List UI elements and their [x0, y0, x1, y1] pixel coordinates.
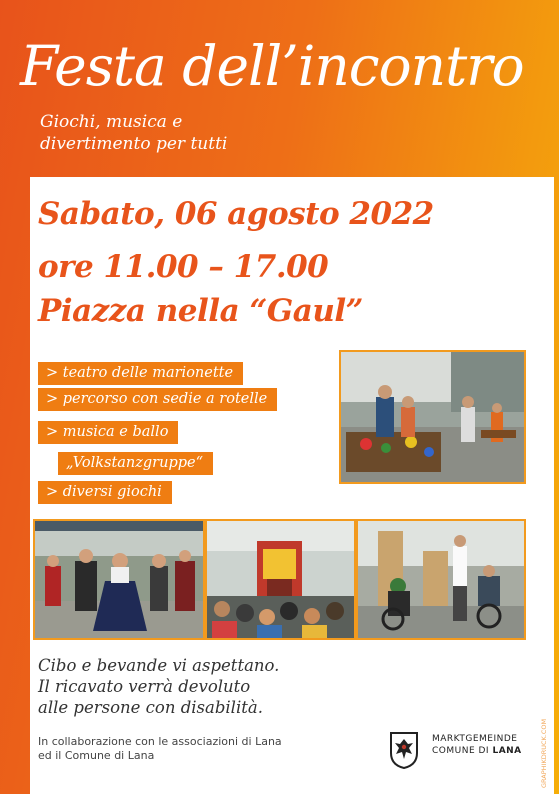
municipality-line-1: MARKTGEMEINDE	[432, 734, 518, 744]
activity-tag-folk-dance-group: „Volkstanzgruppe“	[58, 452, 213, 475]
municipality-name: LANA	[492, 746, 522, 756]
municipality-prefix: COMUNE DI	[432, 746, 493, 756]
poster-title: Festa dell’incontro	[20, 34, 524, 98]
printer-credit	[540, 700, 552, 790]
activity-tag-music-dance: > musica e ballo	[38, 421, 178, 444]
photo-children-playing	[339, 350, 526, 484]
subtitle-line-2: divertimento per tutti	[40, 134, 228, 154]
closing-message	[38, 655, 338, 718]
collaboration-line-2: ed il Comune di Lana	[38, 749, 155, 762]
photo-puppet-theatre	[205, 519, 356, 640]
poster-subtitle	[40, 111, 300, 155]
printer-credit-text: GRAPHIKDRUCK.COM	[540, 718, 548, 788]
collaboration-note	[38, 735, 298, 763]
municipality-logo-text	[432, 733, 522, 757]
event-time: ore 11.00 – 17.00	[38, 249, 329, 285]
subtitle-line-1: Giochi, musica e	[40, 112, 183, 132]
activity-tag-games: > diversi giochi	[38, 481, 172, 504]
event-date: Sabato, 06 agosto 2022	[38, 196, 434, 232]
activity-tag-wheelchair-course: > percorso con sedie a rotelle	[38, 388, 277, 411]
closing-line-1: Cibo e bevande vi aspettano.	[38, 656, 280, 675]
lana-coat-of-arms-icon	[389, 731, 419, 769]
photo-wheelchair-course	[356, 519, 526, 640]
photo-folk-dance	[33, 519, 205, 640]
event-place: Piazza nella “Gaul”	[38, 293, 363, 329]
activity-tag-puppet-theatre: > teatro delle marionette	[38, 362, 243, 385]
closing-line-3: alle persone con disabilità.	[38, 698, 263, 717]
collaboration-line-1: In collaborazione con le associazioni di Lana	[38, 735, 282, 748]
closing-line-2: Il ricavato verrà devoluto	[38, 677, 251, 696]
municipality-line-2	[432, 745, 522, 757]
